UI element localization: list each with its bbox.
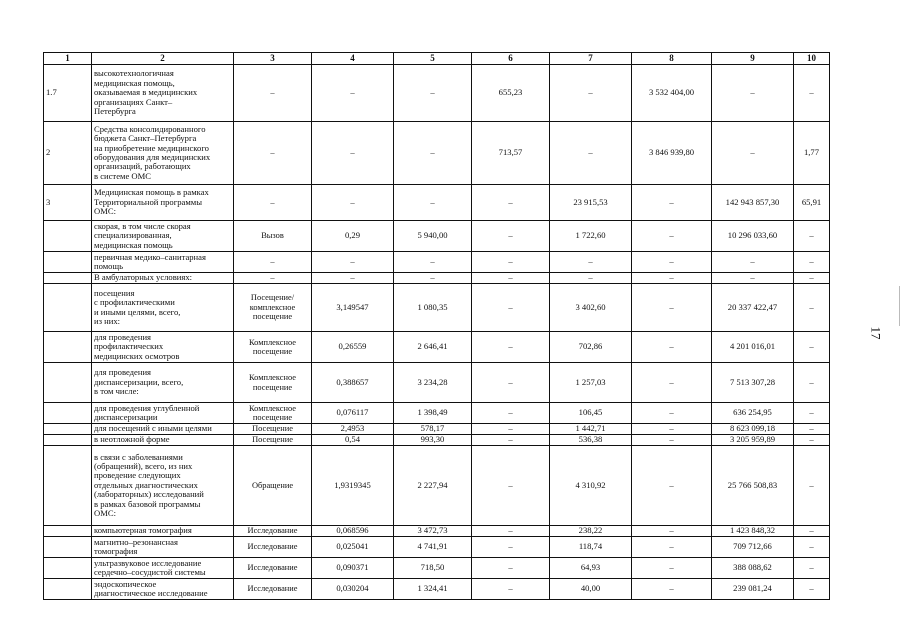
header-cell: 8 [632,53,712,65]
cost-cell: 3 234,28 [394,363,472,403]
total-oms-cell: – [712,65,794,122]
indicator-name-cell: В амбулаторных условиях: [92,273,234,284]
per-capita-budget-cell: – [472,332,550,363]
table-row [44,579,830,600]
row-number-cell [44,332,92,363]
unit-cell: Исследование [234,537,312,558]
per-capita-budget-cell: – [472,424,550,435]
total-budget-cell: 3 532 404,00 [632,65,712,122]
indicator-name-cell: для посещений с иными целями [92,424,234,435]
norm-cell: 0,025041 [312,537,394,558]
norm-cell: – [312,273,394,284]
total-oms-cell: 142 943 857,30 [712,185,794,221]
norm-cell: 2,4953 [312,424,394,435]
table-row [44,122,830,185]
unit-cell: Вызов [234,221,312,252]
norm-cell: 0,388657 [312,363,394,403]
unit-cell: Комплексное посещение [234,332,312,363]
per-capita-oms-cell: – [550,273,632,284]
total-oms-cell: 1 423 848,32 [712,526,794,537]
per-capita-budget-cell: – [472,363,550,403]
total-budget-cell: – [632,537,712,558]
per-capita-oms-cell: 1 442,71 [550,424,632,435]
total-budget-cell: – [632,273,712,284]
norm-cell: 0,068596 [312,526,394,537]
total-budget-cell: – [632,252,712,273]
table-row [44,284,830,332]
unit-cell: – [234,252,312,273]
total-oms-cell: – [712,122,794,185]
row-number-cell [44,284,92,332]
unit-cell: Исследование [234,579,312,600]
total-oms-cell: 388 088,62 [712,558,794,579]
table-row [44,537,830,558]
per-capita-budget-cell: – [472,403,550,424]
indicator-name-cell: ультразвуковое исследование сердечно–сосудистой системы [92,558,234,579]
per-capita-oms-cell: 23 915,53 [550,185,632,221]
unit-cell: Комплексное посещение [234,363,312,403]
total-oms-cell: 636 254,95 [712,403,794,424]
total-oms-cell: 4 201 016,01 [712,332,794,363]
table-row [44,446,830,526]
per-capita-budget-cell: – [472,284,550,332]
row-number-cell: 2 [44,122,92,185]
row-number-cell [44,252,92,273]
table-row [44,403,830,424]
per-capita-budget-cell: – [472,252,550,273]
header-cell: 7 [550,53,632,65]
per-capita-oms-cell: 106,45 [550,403,632,424]
total-budget-cell: – [632,526,712,537]
share-cell: 1,77 [794,122,830,185]
norm-cell: 0,076117 [312,403,394,424]
share-cell: – [794,526,830,537]
cost-cell: 578,17 [394,424,472,435]
page-number: 17 [868,326,884,340]
unit-cell: – [234,185,312,221]
row-number-cell [44,435,92,446]
cost-cell: – [394,122,472,185]
norm-cell: 0,030204 [312,579,394,600]
share-cell: – [794,537,830,558]
header-cell: 10 [794,53,830,65]
unit-cell: – [234,273,312,284]
indicator-name-cell: Медицинская помощь в рамках Территориальной программы ОМС: [92,185,234,221]
total-budget-cell: – [632,221,712,252]
total-oms-cell: 709 712,66 [712,537,794,558]
total-budget-cell: – [632,363,712,403]
share-cell: – [794,403,830,424]
cost-cell: 1 398,49 [394,403,472,424]
indicator-name-cell: эндоскопическое диагностическое исследование [92,579,234,600]
row-number-cell [44,526,92,537]
table-row [44,185,830,221]
cost-cell: 2 227,94 [394,446,472,526]
row-number-cell [44,558,92,579]
per-capita-oms-cell: 40,00 [550,579,632,600]
row-number-cell [44,424,92,435]
per-capita-oms-cell: – [550,122,632,185]
per-capita-oms-cell: 64,93 [550,558,632,579]
unit-cell: Исследование [234,526,312,537]
cost-cell: – [394,185,472,221]
unit-cell: – [234,122,312,185]
per-capita-oms-cell: – [550,252,632,273]
total-oms-cell: 239 081,24 [712,579,794,600]
row-number-cell [44,446,92,526]
table-row [44,363,830,403]
share-cell: – [794,221,830,252]
norm-cell: – [312,185,394,221]
per-capita-budget-cell: 655,23 [472,65,550,122]
total-oms-cell: 3 205 959,89 [712,435,794,446]
row-number-cell: 1.7 [44,65,92,122]
header-cell: 2 [92,53,234,65]
table-row [44,273,830,284]
total-budget-cell: – [632,435,712,446]
unit-cell: Обращение [234,446,312,526]
unit-cell: Посещение [234,435,312,446]
share-cell: – [794,435,830,446]
table-row [44,424,830,435]
per-capita-budget-cell: – [472,579,550,600]
total-oms-cell: 25 766 508,83 [712,446,794,526]
cost-cell: – [394,65,472,122]
per-capita-oms-cell: 1 257,03 [550,363,632,403]
norm-cell: 0,54 [312,435,394,446]
total-oms-cell: 20 337 422,47 [712,284,794,332]
per-capita-budget-cell: – [472,185,550,221]
data-table [43,52,830,600]
table-row [44,221,830,252]
indicator-name-cell: магнитно–резонансная томография [92,537,234,558]
indicator-name-cell: Средства консолидированного бюджета Санкт–Петербурга на приобретение медицинского оборудования для медицинских организаций, работающих в системе ОМС [92,122,234,185]
per-capita-budget-cell: – [472,537,550,558]
cost-cell: 718,50 [394,558,472,579]
unit-cell: Комплексное посещение [234,403,312,424]
header-cell: 5 [394,53,472,65]
per-capita-budget-cell: – [472,446,550,526]
total-budget-cell: – [632,332,712,363]
cost-cell: 1 324,41 [394,579,472,600]
indicator-name-cell: для проведения углубленной диспансеризации [92,403,234,424]
header-cell: 3 [234,53,312,65]
share-cell: – [794,446,830,526]
unit-cell: Посещение/ комплексное посещение [234,284,312,332]
per-capita-oms-cell: 238,22 [550,526,632,537]
cost-cell: 1 080,35 [394,284,472,332]
unit-cell: – [234,65,312,122]
header-cell: 1 [44,53,92,65]
norm-cell: 1,9319345 [312,446,394,526]
cost-cell: 4 741,91 [394,537,472,558]
total-oms-cell: 10 296 033,60 [712,221,794,252]
per-capita-oms-cell: 118,74 [550,537,632,558]
table-row [44,435,830,446]
share-cell: – [794,579,830,600]
table-row [44,558,830,579]
norm-cell: 0,090371 [312,558,394,579]
share-cell: – [794,424,830,435]
share-cell: – [794,65,830,122]
per-capita-budget-cell: – [472,221,550,252]
cost-cell: – [394,252,472,273]
share-cell: – [794,273,830,284]
norm-cell: 3,149547 [312,284,394,332]
total-budget-cell: – [632,446,712,526]
indicator-name-cell: в неотложной форме [92,435,234,446]
cost-cell: 3 472,73 [394,526,472,537]
row-number-cell [44,403,92,424]
norm-cell: – [312,252,394,273]
row-number-cell [44,273,92,284]
per-capita-budget-cell: – [472,273,550,284]
per-capita-oms-cell: 702,86 [550,332,632,363]
indicator-name-cell: в связи с заболеваниями (обращений), всего, из них проведение следующих отдельных диагностических (лабораторных) исследований в рамках базовой программы ОМС: [92,446,234,526]
share-cell: 65,91 [794,185,830,221]
total-budget-cell: – [632,403,712,424]
table-row [44,526,830,537]
total-budget-cell: – [632,558,712,579]
norm-cell: 0,29 [312,221,394,252]
per-capita-budget-cell: – [472,526,550,537]
per-capita-budget-cell: – [472,435,550,446]
total-budget-cell: – [632,185,712,221]
share-cell: – [794,284,830,332]
share-cell: – [794,363,830,403]
header-cell: 4 [312,53,394,65]
cost-cell: 5 940,00 [394,221,472,252]
per-capita-oms-cell: 536,38 [550,435,632,446]
total-oms-cell: 8 623 099,18 [712,424,794,435]
cost-cell: 2 646,41 [394,332,472,363]
indicator-name-cell: для проведения профилактических медицинских осмотров [92,332,234,363]
table-row [44,65,830,122]
header-cell: 9 [712,53,794,65]
total-budget-cell: – [632,424,712,435]
share-cell: – [794,252,830,273]
share-cell: – [794,332,830,363]
indicator-name-cell: скорая, в том числе скорая специализированная, медицинская помощь [92,221,234,252]
row-number-cell [44,579,92,600]
indicator-name-cell: первичная медико–санитарная помощь [92,252,234,273]
unit-cell: Посещение [234,424,312,435]
cost-cell: 993,30 [394,435,472,446]
norm-cell: 0,26559 [312,332,394,363]
per-capita-budget-cell: – [472,558,550,579]
header-row [44,53,830,65]
header-cell: 6 [472,53,550,65]
norm-cell: – [312,122,394,185]
per-capita-oms-cell: 3 402,60 [550,284,632,332]
indicator-name-cell: компьютерная томография [92,526,234,537]
norm-cell: – [312,65,394,122]
per-capita-budget-cell: 713,57 [472,122,550,185]
total-oms-cell: 7 513 307,28 [712,363,794,403]
total-budget-cell: – [632,284,712,332]
row-number-cell [44,363,92,403]
table-row [44,332,830,363]
cost-cell: – [394,273,472,284]
unit-cell: Исследование [234,558,312,579]
total-oms-cell: – [712,273,794,284]
per-capita-oms-cell: 1 722,60 [550,221,632,252]
per-capita-oms-cell: – [550,65,632,122]
total-budget-cell: – [632,579,712,600]
per-capita-oms-cell: 4 310,92 [550,446,632,526]
total-oms-cell: – [712,252,794,273]
total-budget-cell: 3 846 939,80 [632,122,712,185]
indicator-name-cell: для проведения диспансеризации, всего, в том числе: [92,363,234,403]
row-number-cell: 3 [44,185,92,221]
table-row [44,252,830,273]
indicator-name-cell: посещения с профилактическими и иными целями, всего, из них: [92,284,234,332]
share-cell: – [794,558,830,579]
row-number-cell [44,537,92,558]
indicator-name-cell: высокотехнологичная медицинская помощь, оказываемая в медицинских организациях Санкт– Петербурга [92,65,234,122]
row-number-cell [44,221,92,252]
page-edge-mark [899,286,900,326]
